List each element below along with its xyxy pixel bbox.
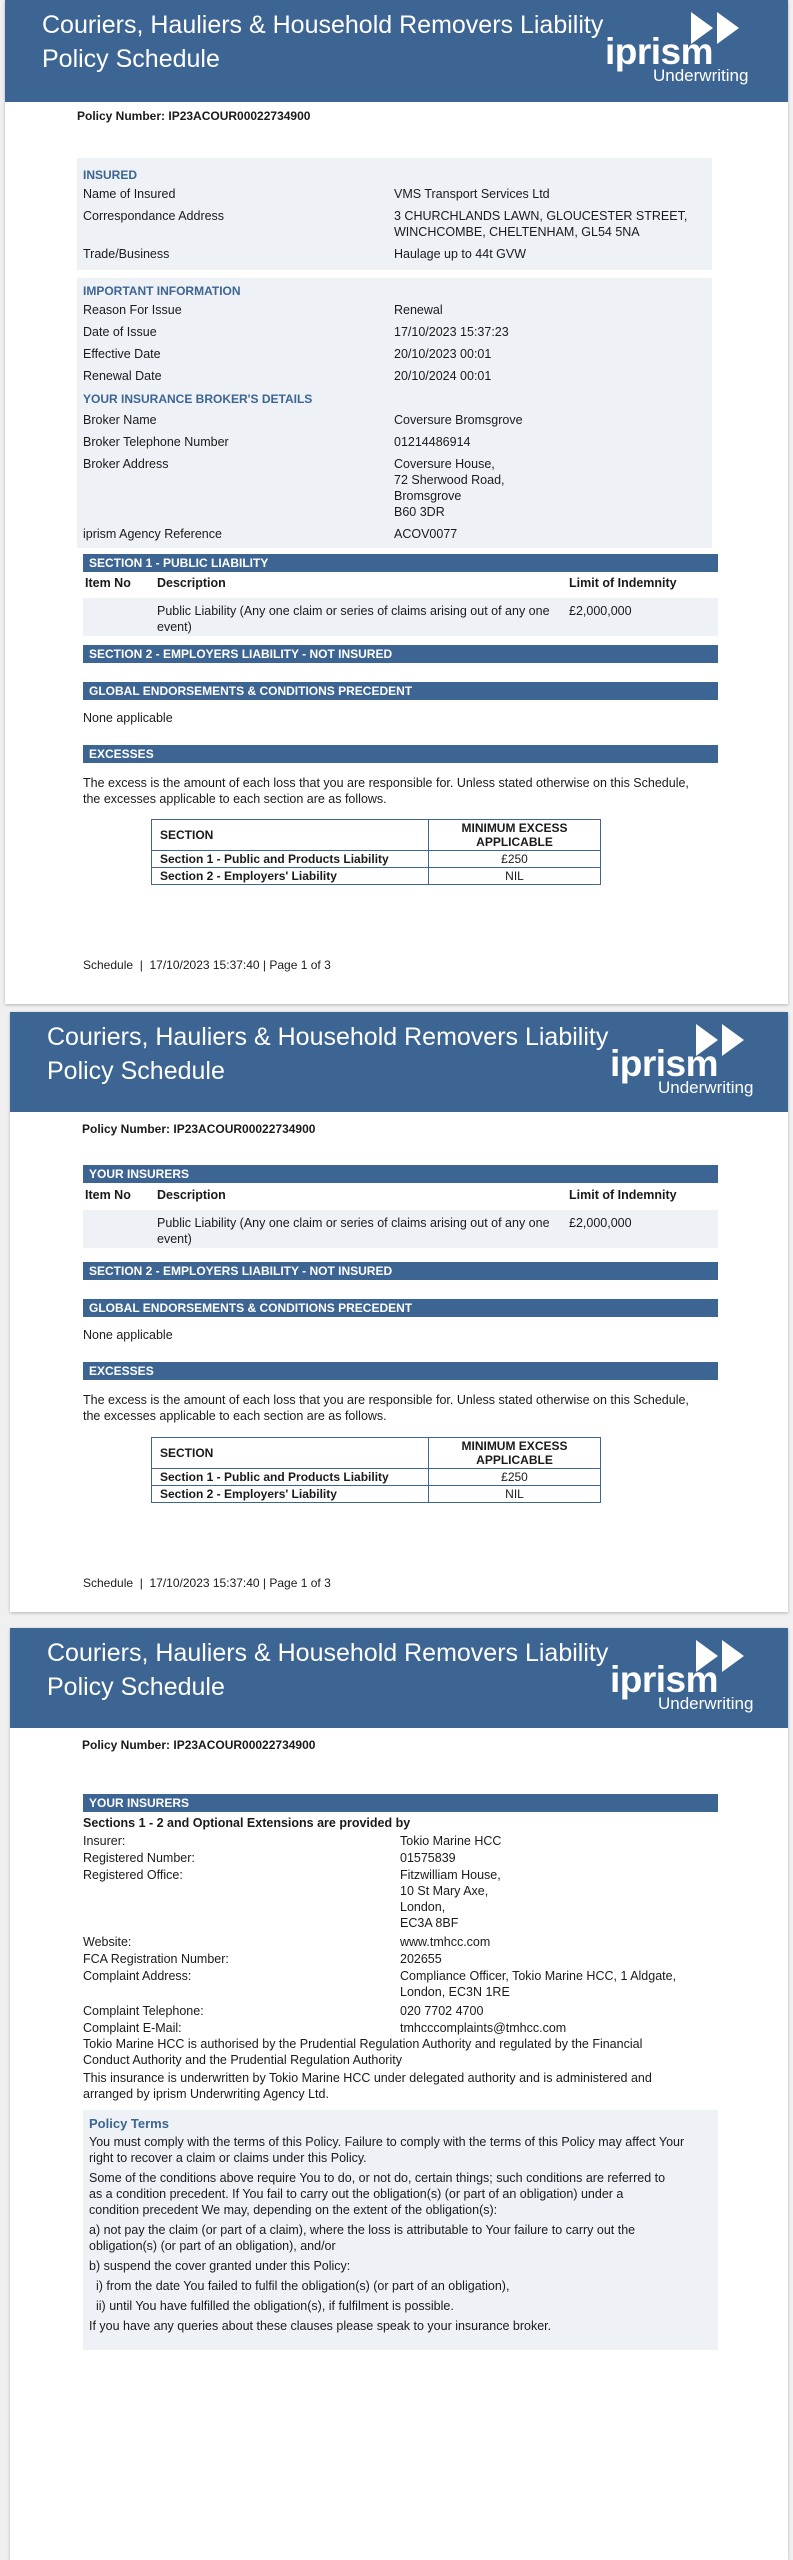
excess-table-header bbox=[152, 820, 601, 851]
insurer-label: FCA Registration Number: bbox=[83, 1952, 229, 1966]
excess-col-min: MINIMUM EXCESS APPLICABLE bbox=[429, 820, 601, 851]
insurer-label: Website: bbox=[83, 1935, 132, 1949]
page-footer: Schedule | 17/10/2023 15:37:40 | Page 1 of 3 bbox=[83, 958, 331, 972]
excess-value: NIL bbox=[429, 868, 601, 885]
important-value: 17/10/2023 15:37:23 bbox=[394, 325, 509, 339]
header-title-line-1: Couriers, Hauliers & Household Removers Liability bbox=[42, 11, 604, 39]
header-title-line-2: Policy Schedule bbox=[47, 1673, 225, 1701]
iprism-logo: iprism Underwriting bbox=[605, 10, 765, 90]
schedule-page-3 bbox=[10, 1628, 788, 2560]
excess-value: NIL bbox=[429, 1486, 601, 1503]
insurer-label: Complaint E-Mail: bbox=[83, 2021, 182, 2035]
excess-section-name: Section 1 - Public and Products Liability bbox=[152, 1469, 429, 1486]
terms-paragraph: a) not pay the claim (or part of a claim), where the loss is attributable to Your failure to carry out the obligation(s) (or part of an obligation), and/or bbox=[89, 2223, 636, 2253]
col-description: Description bbox=[157, 576, 226, 590]
endorsements-text: None applicable bbox=[83, 1328, 173, 1342]
broker-label: Broker Telephone Number bbox=[83, 435, 229, 449]
excess-section-name: Section 2 - Employers' Liability bbox=[152, 1486, 429, 1503]
table-row bbox=[152, 851, 601, 868]
insured-label: Name of Insured bbox=[83, 187, 176, 201]
insurers-band: YOUR INSURERS bbox=[83, 1794, 718, 1812]
endorsements-text: None applicable bbox=[83, 711, 173, 725]
table-row bbox=[152, 1486, 601, 1503]
section1-limit: £2,000,000 bbox=[569, 604, 632, 618]
iprism-logo: iprism Underwriting bbox=[610, 1022, 770, 1102]
insured-label: Correspondance Address bbox=[83, 209, 225, 223]
policy-terms-title: Policy Terms bbox=[89, 2116, 169, 2131]
table-row bbox=[152, 868, 601, 885]
policy-number: Policy Number: IP23ACOUR00022734900 bbox=[77, 109, 311, 123]
broker-heading: YOUR INSURANCE BROKER'S DETAILS bbox=[83, 392, 313, 406]
important-label: Renewal Date bbox=[83, 369, 162, 383]
insurer-value: Tokio Marine HCC bbox=[400, 1834, 502, 1848]
excess-col-section: SECTION bbox=[152, 820, 429, 851]
table-row bbox=[152, 1469, 601, 1486]
excess-table bbox=[151, 1437, 601, 1503]
authorisation-text: Tokio Marine HCC is authorised by the Prudential Regulation Authority and regulated by the Financial Conduct Authority and the Prudential Regulation Authority bbox=[83, 2037, 643, 2067]
insurer-value: www.tmhcc.com bbox=[400, 1935, 491, 1949]
excess-col-section: SECTION bbox=[152, 1438, 429, 1469]
col-item-no: Item No bbox=[85, 1188, 131, 1202]
page-footer: Schedule | 17/10/2023 15:37:40 | Page 1 of 3 bbox=[83, 1576, 331, 1590]
insurer-value: 01575839 bbox=[400, 1851, 456, 1865]
page-header bbox=[10, 1012, 788, 1112]
insurer-value: 020 7702 4700 bbox=[400, 2004, 484, 2018]
insurers-band: YOUR INSURERS bbox=[83, 1165, 718, 1183]
iprism-logo: iprism Underwriting bbox=[610, 1638, 770, 1718]
insured-value: VMS Transport Services Ltd bbox=[394, 187, 550, 201]
insurer-value: Fitzwilliam House, 10 St Mary Axe, London, EC3A 8BF bbox=[400, 1868, 501, 1930]
broker-label: Broker Address bbox=[83, 457, 169, 471]
schedule-page-1 bbox=[5, 0, 788, 1004]
important-value: 20/10/2023 00:01 bbox=[394, 347, 492, 361]
important-value: Renewal bbox=[394, 303, 443, 317]
header-title-line-2: Policy Schedule bbox=[42, 45, 220, 73]
endorsements-band: GLOBAL ENDORSEMENTS & CONDITIONS PRECEDENT bbox=[83, 682, 718, 700]
insurer-label: Insurer: bbox=[83, 1834, 126, 1848]
broker-value: ACOV0077 bbox=[394, 527, 458, 541]
terms-paragraph: b) suspend the cover granted under this Policy: bbox=[89, 2259, 351, 2273]
header-title-line-1: Couriers, Hauliers & Household Removers Liability bbox=[47, 1639, 609, 1667]
terms-paragraph: You must comply with the terms of this Policy. Failure to comply with the terms of this Policy may affect Your right to recover a claim or claims under this Policy. bbox=[89, 2135, 685, 2165]
terms-paragraph: i) from the date You failed to fulfil the obligation(s) (or part of an obligation), bbox=[96, 2279, 510, 2293]
col-limit: Limit of Indemnity bbox=[569, 576, 677, 590]
insurer-label: Complaint Telephone: bbox=[83, 2004, 204, 2018]
insurer-label: Complaint Address: bbox=[83, 1969, 192, 1983]
broker-value: Coversure Bromsgrove bbox=[394, 413, 523, 427]
terms-paragraph: If you have any queries about these clauses please speak to your insurance broker. bbox=[89, 2319, 552, 2333]
header-title-line-1: Couriers, Hauliers & Household Removers Liability bbox=[47, 1023, 609, 1051]
page-header bbox=[5, 0, 788, 102]
insured-value: 3 CHURCHLANDS LAWN, GLOUCESTER STREET, WINCHCOMBE, CHELTENHAM, GL54 5NA bbox=[394, 209, 688, 239]
insured-value: Haulage up to 44t GVW bbox=[394, 247, 527, 261]
policy-number: Policy Number: IP23ACOUR00022734900 bbox=[82, 1738, 316, 1752]
policy-number: Policy Number: IP23ACOUR00022734900 bbox=[82, 1122, 316, 1136]
broker-label: Broker Name bbox=[83, 413, 157, 427]
insurer-label: Registered Office: bbox=[83, 1868, 183, 1882]
broker-value: 01214486914 bbox=[394, 435, 471, 449]
insurers-subheading: Sections 1 - 2 and Optional Extensions are provided by bbox=[83, 1816, 411, 1830]
insured-label: Trade/Business bbox=[83, 247, 170, 261]
excess-col-min: MINIMUM EXCESS APPLICABLE bbox=[429, 1438, 601, 1469]
col-description: Description bbox=[157, 1188, 226, 1202]
insurer-value: Compliance Officer, Tokio Marine HCC, 1 Aldgate, London, EC3N 1RE bbox=[400, 1969, 677, 1999]
excesses-intro: The excess is the amount of each loss that you are responsible for. Unless stated otherwise on this Schedule, the excesses applicable to each section are as follows. bbox=[83, 776, 689, 806]
important-value: 20/10/2024 00:01 bbox=[394, 369, 492, 383]
excess-table bbox=[151, 819, 601, 885]
important-label: Date of Issue bbox=[83, 325, 157, 339]
broker-value: Coversure House, 72 Sherwood Road, Bromsgrove B60 3DR bbox=[394, 457, 505, 519]
important-label: Effective Date bbox=[83, 347, 161, 361]
section1-band: SECTION 1 - PUBLIC LIABILITY bbox=[83, 554, 718, 572]
insurer-value: tmhcccomplaints@tmhcc.com bbox=[400, 2021, 567, 2035]
insured-heading: INSURED bbox=[83, 168, 138, 182]
page-header bbox=[10, 1628, 788, 1728]
header-title-line-2: Policy Schedule bbox=[47, 1057, 225, 1085]
section2-band: SECTION 2 - EMPLOYERS LIABILITY - NOT INSURED bbox=[83, 645, 718, 663]
terms-paragraph: ii) until You have fulfilled the obligation(s), if fulfilment is possible. bbox=[96, 2299, 454, 2313]
section1-desc: Public Liability (Any one claim or series of claims arising out of any one event) bbox=[157, 1216, 550, 1246]
excess-section-name: Section 1 - Public and Products Liability bbox=[152, 851, 429, 868]
section1-desc: Public Liability (Any one claim or series of claims arising out of any one event) bbox=[157, 604, 550, 634]
excess-table-header bbox=[152, 1438, 601, 1469]
excesses-band: EXCESSES bbox=[83, 1362, 718, 1380]
insurer-value: 202655 bbox=[400, 1952, 442, 1966]
section2-band: SECTION 2 - EMPLOYERS LIABILITY - NOT INSURED bbox=[83, 1262, 718, 1280]
endorsements-band: GLOBAL ENDORSEMENTS & CONDITIONS PRECEDENT bbox=[83, 1299, 718, 1317]
broker-label: iprism Agency Reference bbox=[83, 527, 222, 541]
important-heading: IMPORTANT INFORMATION bbox=[83, 284, 241, 298]
important-label: Reason For Issue bbox=[83, 303, 182, 317]
terms-paragraph: Some of the conditions above require You to do, or not do, certain things; such conditions are referred to as a condition precedent. If You fail to carry out the obligation(s) (or part of an obligation) under a condition precedent We may, depending on the extent of the obligation(s): bbox=[89, 2171, 666, 2217]
excesses-band: EXCESSES bbox=[83, 745, 718, 763]
excess-value: £250 bbox=[429, 851, 601, 868]
underwriting-text: This insurance is underwritten by Tokio Marine HCC under delegated authority and is administered and arranged by iprism Underwriting Agency Ltd. bbox=[83, 2071, 652, 2101]
excess-value: £250 bbox=[429, 1469, 601, 1486]
excess-section-name: Section 2 - Employers' Liability bbox=[152, 868, 429, 885]
col-item-no: Item No bbox=[85, 576, 131, 590]
excesses-intro: The excess is the amount of each loss that you are responsible for. Unless stated otherwise on this Schedule, the excesses applicable to each section are as follows. bbox=[83, 1393, 689, 1423]
section1-limit: £2,000,000 bbox=[569, 1216, 632, 1230]
col-limit: Limit of Indemnity bbox=[569, 1188, 677, 1202]
schedule-page-2 bbox=[10, 1012, 788, 1612]
insurer-label: Registered Number: bbox=[83, 1851, 195, 1865]
